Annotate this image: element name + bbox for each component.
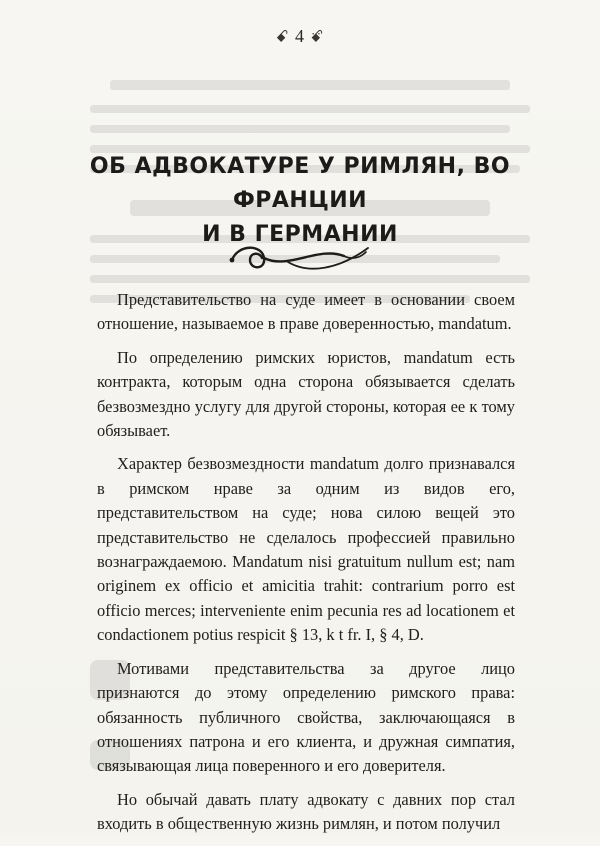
- paragraph: По определению римских юристов, mandatum есть контракта, которым одна сторона обязывается сделать безвозмездно услугу для другой стороны, которая ее к тому обязывает.: [97, 347, 515, 441]
- chapter-title: [60, 150, 540, 252]
- paragraph: Характер безвозмездности mandatum долго признавался в римском нраве за одним из видов его, представительством на суде; нова силою вещей это представительство не сделалось профессией правильно вознаграждаемою. Mandatum nisi gratuitum nullum est; nam originem ex officio et amicitia trahit: contrarium porro est officio merces; interveniente enim pecunia res ad locationem et condactionem potius respicit § 13, k t fr. I, § 4, D.: [97, 454, 515, 645]
- page-number-value: 4: [295, 26, 305, 46]
- page-number-ornament-right-icon: ꗄ: [310, 29, 325, 46]
- chapter-title-line-1: ОБ АДВОКАТУРЕ У РИМЛЯН, ВО ФРАНЦИИ: [89, 154, 511, 213]
- page-number: [0, 26, 600, 47]
- paragraph: Мотивами представительства за другое лицо признаются до этому определению римского права: обязанность публичного свойства, заключающаяся в отношениях патрона и его клиента, и дружная симпатия, связывающая лица поверенного и его доверителя.: [97, 658, 515, 776]
- paragraph: Представительство на суде имеет в основании своем отношение, называемое в праве доверенностью, mandatum.: [97, 290, 515, 334]
- paragraph: Но обычай давать плату адвокату с давних пор стал входить в общественную жизнь римлян, и потом получил: [97, 789, 515, 834]
- chapter-title-line-2: И В ГЕРМАНИИ: [202, 222, 398, 247]
- page-number-ornament-left-icon: ꗃ: [275, 29, 290, 46]
- body-text: [97, 288, 515, 846]
- ornamental-flourish-icon: [228, 240, 372, 274]
